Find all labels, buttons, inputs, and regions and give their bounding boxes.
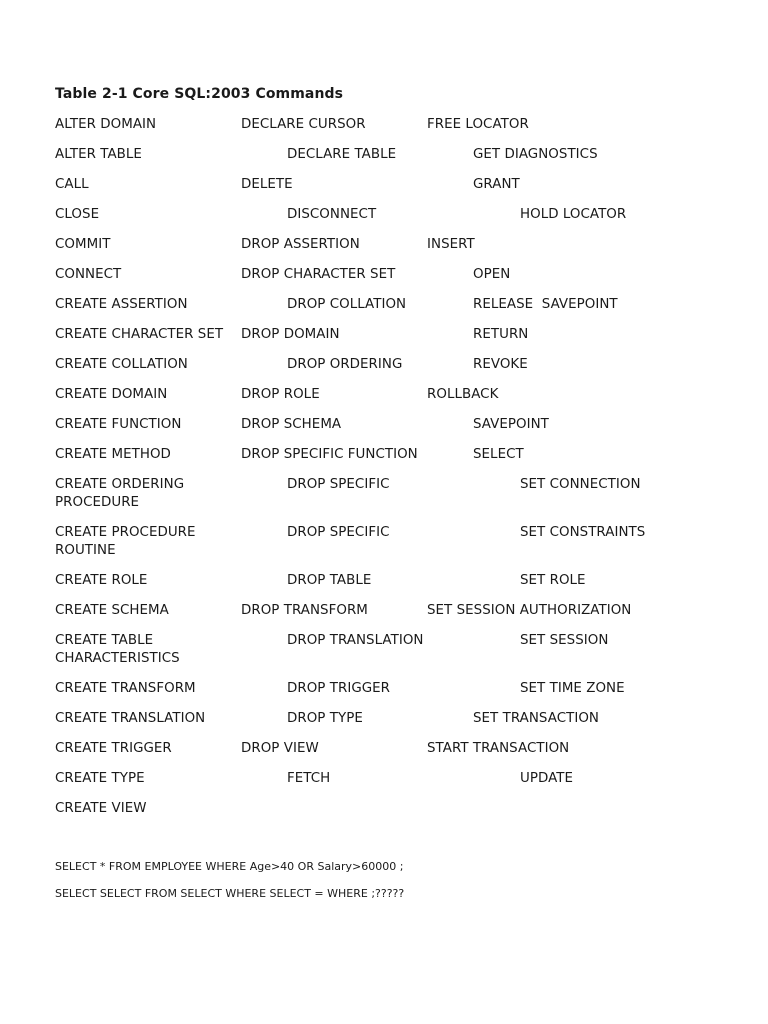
command-cell: CREATE METHOD (55, 447, 171, 462)
command-cell: DROP CHARACTER SET (241, 267, 396, 282)
command-cell: INSERT (427, 237, 475, 252)
command-cell: SELECT (473, 447, 524, 462)
command-cell: DROP DOMAIN (241, 327, 340, 342)
command-cell: CREATE TRANSLATION (55, 711, 206, 726)
sql-example-line: SELECT SELECT FROM SELECT WHERE SELECT = WHERE ;????? (55, 887, 405, 900)
command-cell: FREE LOCATOR (427, 117, 529, 132)
command-cell: RETURN (473, 327, 529, 342)
command-cell: DROP SPECIFIC (287, 477, 390, 492)
command-cell: DROP TYPE (287, 711, 363, 726)
command-cell: COMMIT (55, 237, 111, 252)
command-cell: DROP TABLE (287, 573, 372, 588)
command-cell: CREATE TYPE (55, 771, 145, 786)
table-row (0, 476, 768, 516)
command-cell: CREATE ROLE (55, 573, 148, 588)
command-cell: SAVEPOINT (473, 417, 549, 432)
command-cell: DROP ORDERING (287, 357, 403, 372)
command-cell: UPDATE (520, 771, 574, 786)
command-cell: ALTER TABLE (55, 147, 142, 162)
command-cell: CLOSE (55, 207, 100, 222)
command-cell: CREATE ASSERTION (55, 297, 188, 312)
command-cell: CREATE COLLATION (55, 357, 188, 372)
command-cell: CREATE VIEW (55, 801, 147, 816)
command-cell: DELETE (241, 177, 293, 192)
command-cell: DROP TRANSLATION (287, 633, 424, 648)
command-cell: CONNECT (55, 267, 122, 282)
command-cell: REVOKE (473, 357, 528, 372)
sql-example-line: SELECT * FROM EMPLOYEE WHERE Age>40 OR Salary>60000 ; (55, 860, 404, 873)
table-row (0, 524, 768, 564)
command-cell: DECLARE TABLE (287, 147, 397, 162)
command-cell: SET TRANSACTION (473, 711, 599, 726)
table-title: Table 2-1 Core SQL:2003 Commands (55, 86, 344, 102)
command-cell: CREATE DOMAIN (55, 387, 168, 402)
command-cell: DISCONNECT (287, 207, 377, 222)
command-cell: DROP SCHEMA (241, 417, 342, 432)
command-cell: CREATE ORDERING PROCEDURE (55, 477, 185, 510)
command-cell: SET SESSION (520, 633, 609, 648)
command-cell: SET SESSION AUTHORIZATION (427, 603, 632, 618)
command-cell: SET CONNECTION (520, 477, 641, 492)
command-cell: CREATE SCHEMA (55, 603, 169, 618)
command-cell: DROP SPECIFIC FUNCTION (241, 447, 418, 462)
command-cell: DROP TRANSFORM (241, 603, 368, 618)
command-cell: OPEN (473, 267, 511, 282)
table-row (0, 800, 768, 840)
command-cell: SET TIME ZONE (520, 681, 625, 696)
command-cell: RELEASE SAVEPOINT (473, 297, 618, 312)
command-cell: CALL (55, 177, 89, 192)
command-cell: HOLD LOCATOR (520, 207, 627, 222)
table-row (0, 632, 768, 672)
command-cell: CREATE CHARACTER SET (55, 327, 224, 342)
command-cell: GET DIAGNOSTICS (473, 147, 598, 162)
command-cell: DROP VIEW (241, 741, 319, 756)
command-cell: CREATE PROCEDURE ROUTINE (55, 525, 196, 558)
command-cell: ROLLBACK (427, 387, 499, 402)
command-cell: DROP ROLE (241, 387, 320, 402)
command-cell: GRANT (473, 177, 520, 192)
command-cell: CREATE TRIGGER (55, 741, 172, 756)
command-cell: CREATE TABLE CHARACTERISTICS (55, 633, 180, 666)
command-cell: DROP COLLATION (287, 297, 407, 312)
command-cell: ALTER DOMAIN (55, 117, 157, 132)
command-cell: DROP TRIGGER (287, 681, 391, 696)
command-cell: DROP ASSERTION (241, 237, 360, 252)
command-cell: START TRANSACTION (427, 741, 570, 756)
command-cell: SET ROLE (520, 573, 586, 588)
command-cell: SET CONSTRAINTS (520, 525, 646, 540)
command-cell: CREATE FUNCTION (55, 417, 182, 432)
command-cell: DROP SPECIFIC (287, 525, 390, 540)
command-cell: CREATE TRANSFORM (55, 681, 196, 696)
command-cell: FETCH (287, 771, 331, 786)
command-cell: DECLARE CURSOR (241, 117, 366, 132)
